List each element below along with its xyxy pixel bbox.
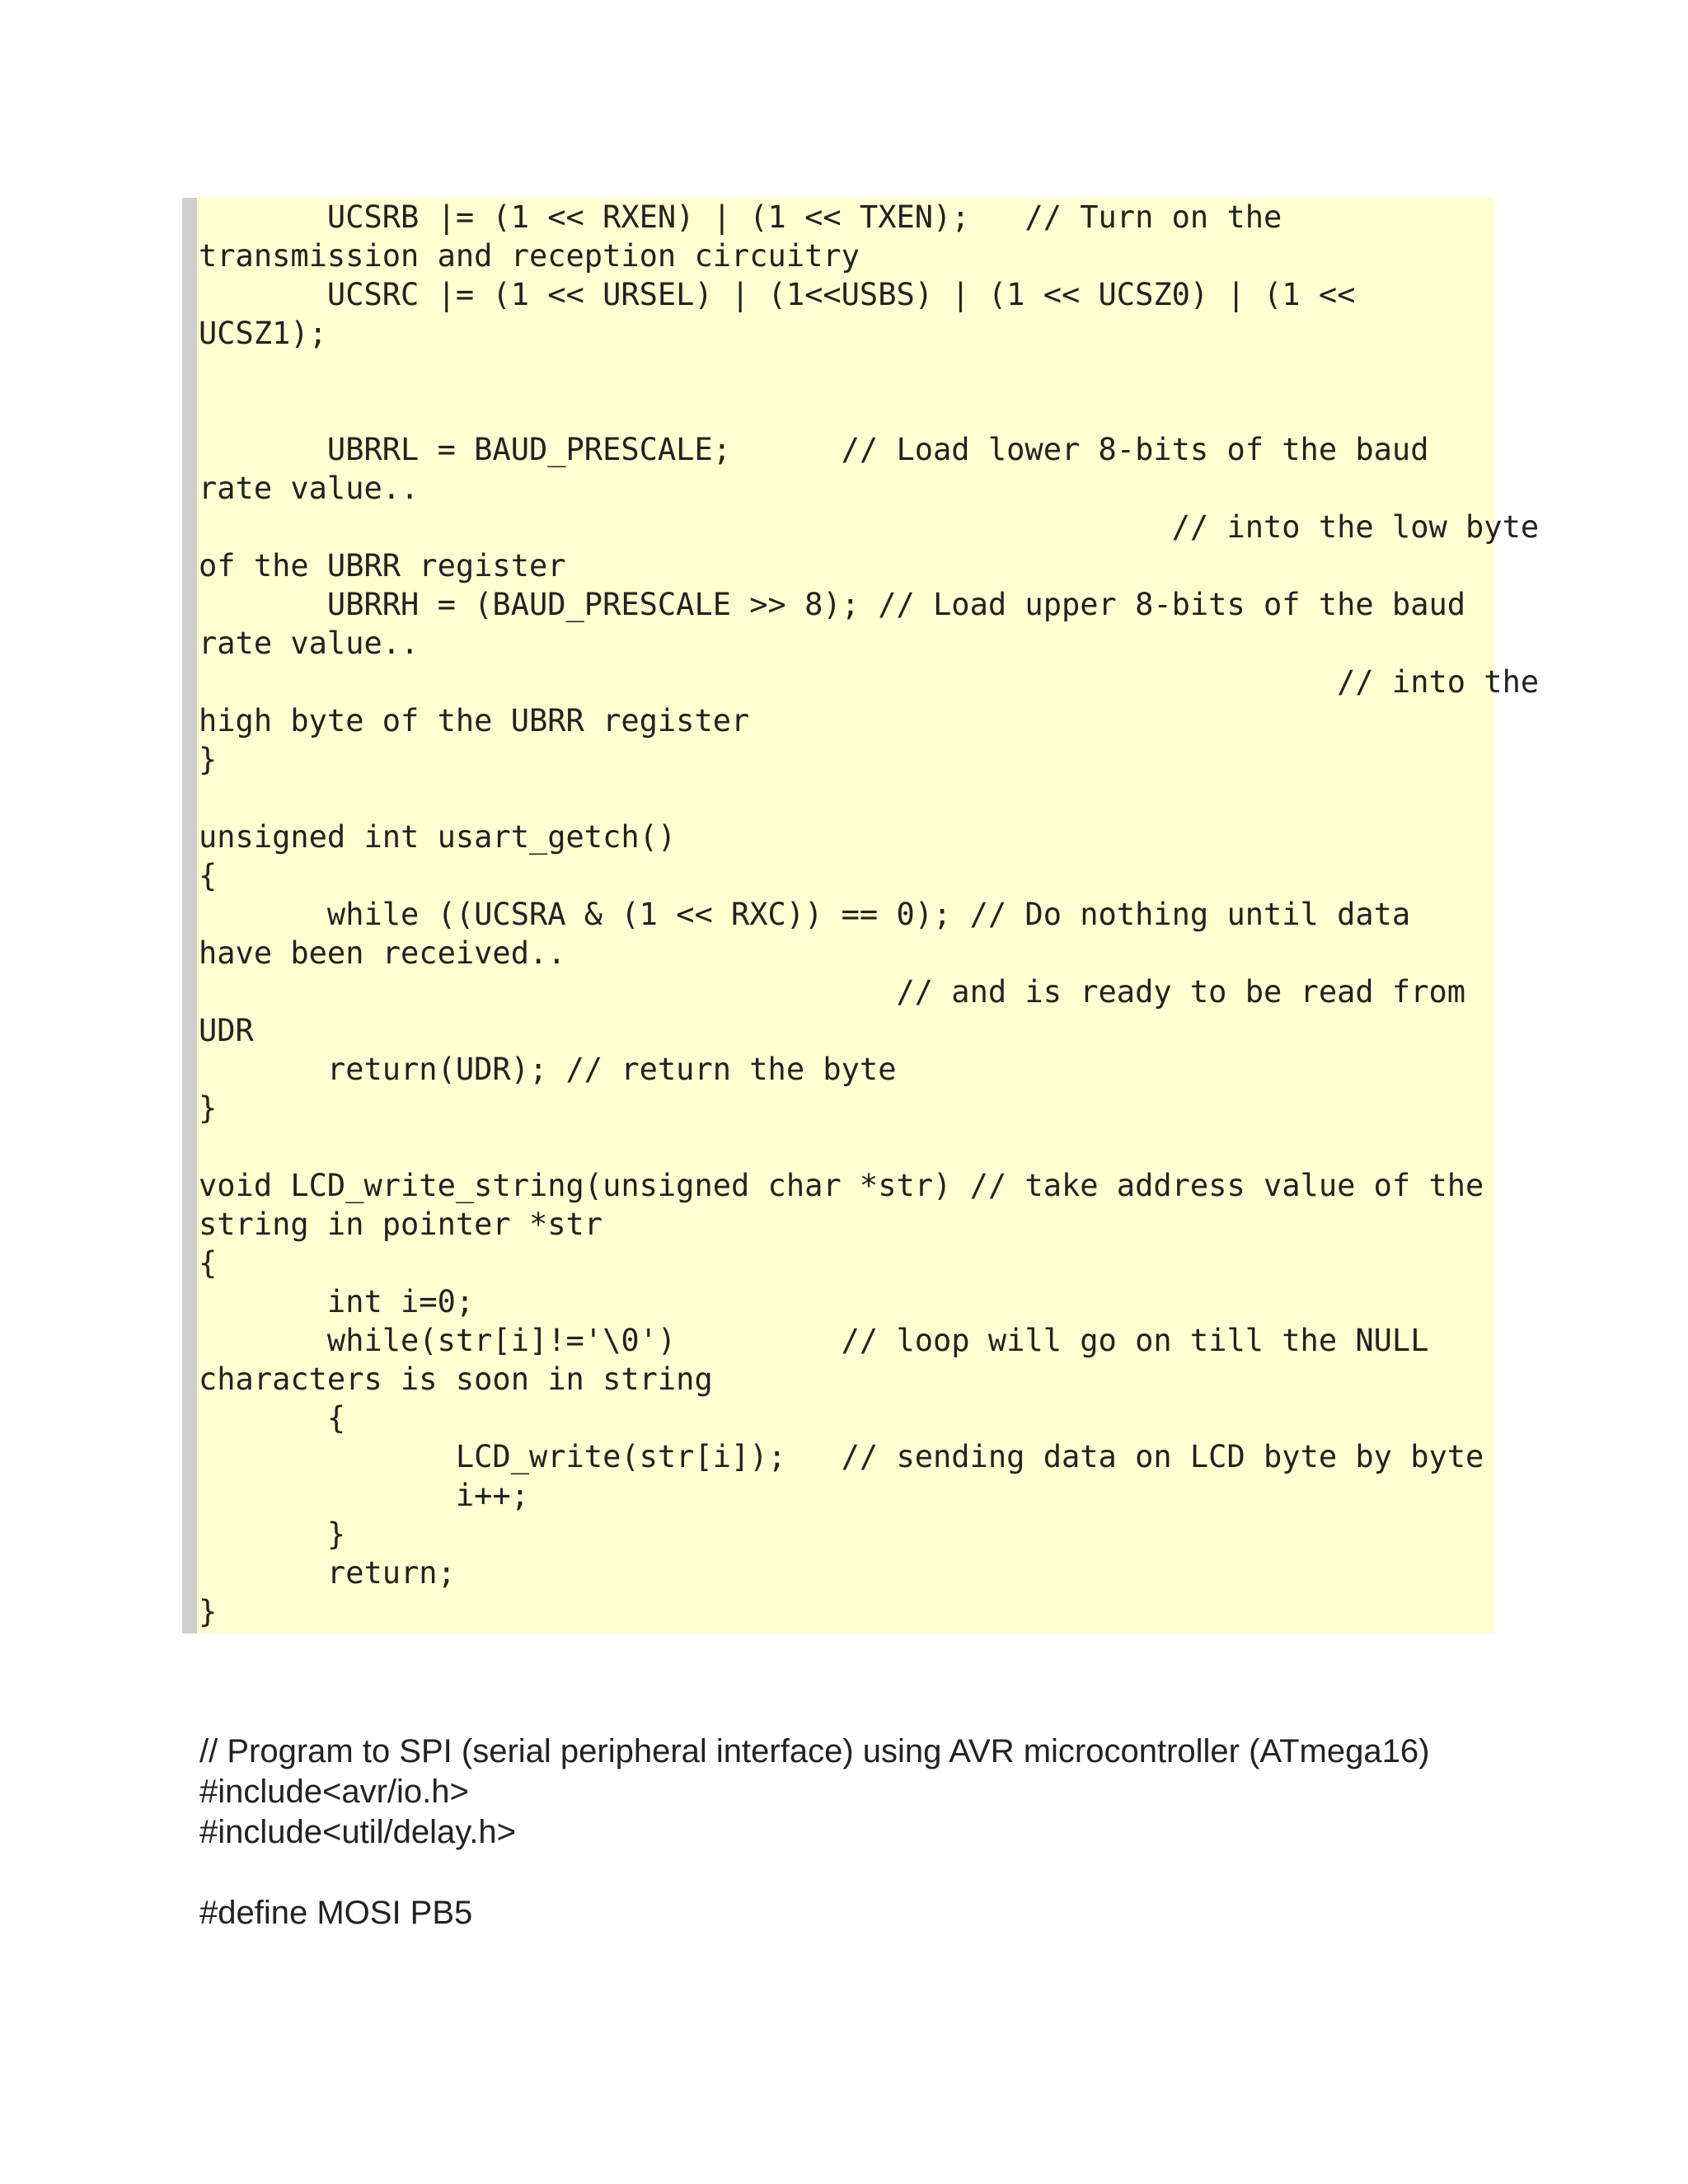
code-line: } [199, 1090, 218, 1126]
code-line: } [199, 742, 218, 777]
code-line [199, 779, 1539, 818]
code-line: string in pointer *str [199, 1207, 603, 1242]
code-line: rate value.. [199, 626, 420, 661]
code-line: { [199, 858, 218, 893]
code-line [199, 1127, 1539, 1166]
text-line: // Program to SPI (serial peripheral interface) using AVR microcontroller (ATmega16) [199, 1733, 1430, 1769]
code-line: characters is soon in string [199, 1361, 713, 1397]
code-line: i++; [199, 1478, 529, 1513]
code-line: void LCD_write_string(unsigned char *str) // take address value of the [199, 1168, 1484, 1203]
code-line: } [199, 1594, 218, 1629]
code-line: unsigned int usart_getch() [199, 819, 677, 855]
code-line [199, 353, 1539, 391]
code-line: { [199, 1245, 218, 1281]
plain-text-block [199, 1732, 1429, 1933]
code-line: UDR [199, 1013, 254, 1048]
code-line: of the UBRR register [199, 548, 566, 583]
code-line: return; [199, 1555, 456, 1591]
text-line [199, 1853, 1429, 1893]
code-line: UBRRL = BAUD_PRESCALE; // Load lower 8-bits of the baud [199, 432, 1429, 467]
code-line: UCSRC |= (1 << URSEL) | (1<<USBS) | (1 << UCSZ0) | (1 << [199, 277, 1356, 312]
code-line: // into the low byte [199, 509, 1540, 545]
code-line: rate value.. [199, 471, 420, 506]
code-line: } [199, 1516, 346, 1552]
code-line: int i=0; [199, 1284, 475, 1319]
code-block [199, 198, 1539, 1631]
text-line: #define MOSI PB5 [199, 1895, 473, 1931]
code-line: return(UDR); // return the byte [199, 1052, 897, 1087]
code-line [199, 391, 1539, 430]
text-line: #include<avr/io.h> [199, 1774, 469, 1810]
code-line: have been received.. [199, 935, 566, 971]
code-line: // into the [199, 664, 1540, 700]
code-line: UBRRH = (BAUD_PRESCALE >> 8); // Load upper 8-bits of the baud [199, 587, 1466, 622]
code-line: // and is ready to be read from [199, 974, 1466, 1010]
code-line: while ((UCSRA & (1 << RXC)) == 0); // Do nothing until data [199, 897, 1411, 932]
code-line: transmission and reception circuitry [199, 238, 860, 274]
code-line: { [199, 1400, 346, 1436]
code-line: while(str[i]!='\0') // loop will go on till the NULL [199, 1323, 1429, 1358]
code-line: LCD_write(str[i]); // sending data on LCD byte by byte [199, 1439, 1484, 1474]
text-line: #include<util/delay.h> [199, 1814, 516, 1850]
code-line: UCSZ1); [199, 316, 327, 351]
code-line: UCSRB |= (1 << RXEN) | (1 << TXEN); // Turn on the [199, 199, 1282, 235]
code-line: high byte of the UBRR register [199, 703, 750, 738]
